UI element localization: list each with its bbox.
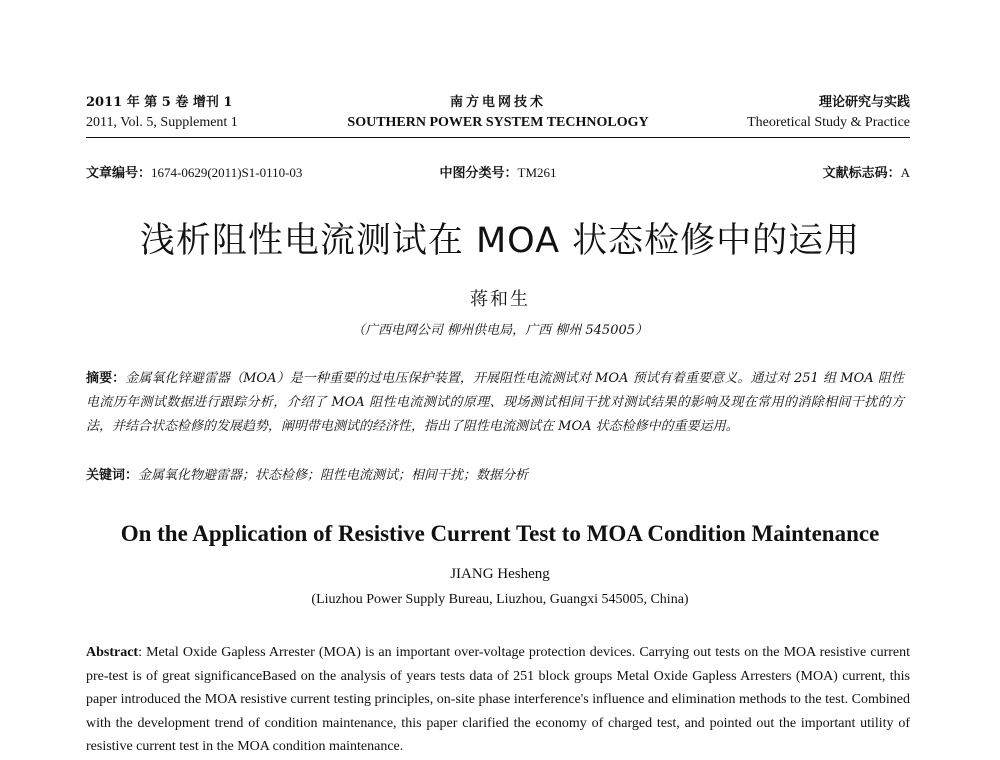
document-code: [823, 162, 910, 181]
journal-name-en: SOUTHERN POWER SYSTEM TECHNOLOGY: [347, 115, 649, 130]
clc-number: [86, 162, 910, 181]
keywords-cn: [86, 464, 904, 483]
abstract-en-label: Abstract: [86, 645, 139, 660]
clc-label: 中图分类号：: [439, 166, 518, 181]
document-code-label: 文献标志码：: [822, 166, 901, 181]
abstract-cn-text: 金属氧化锌避雷器（MOA）是一种重要的过电压保护装置，开展阻性电流测试对 MOA 预试有着重要意义。通过对 251 组 MOA 阻性电流历年测试数据进行跟踪分析，介绍了 MOA 阻性电流测试的原理、现场测试相间干扰对测试结果的影响及现在常用的消除相间干扰的方法，并结合状态检修的发展趋势，阐明带电测试的经济性，指出了阻性电流测试在 MOA 状态检修中的重要运用。: [86, 371, 904, 434]
article-number-label: 文章编号：: [86, 166, 152, 181]
journal-header-en: [86, 115, 910, 131]
affiliation-en: (Liuzhou Power Supply Bureau, Liuzhou, Guangxi 545005, China): [311, 592, 689, 607]
abstract-cn-label: 摘要：: [86, 371, 126, 386]
abstract-en-text: : Metal Oxide Gapless Arrester (MOA) is an important over-voltage protection devices. Carrying out tests on the MOA resistive current pre-test is of great significanceBased on the analysis of years tests data of 251 block groups Metal Oxide Gapless Arresters (MOA) current, this paper introduced the MOA resistive current testing principles, on-site phase interference's influence and elimination methods to the test. Combined with the development trend of condition maintenance, this paper clarified the economy of charged test, and pointed out the important utility of resistive current test in the MOA condition maintenance.: [86, 645, 910, 754]
issue-en: 2011, Vol. 5, Supplement 1: [86, 115, 238, 130]
abstract-cn: [86, 367, 904, 439]
keywords-cn-text: 金属氧化物避雷器；状态检修；阻性电流测试；相间干扰；数据分析: [138, 468, 529, 483]
author-cn: 蒋和生: [470, 289, 530, 310]
author-en: JIANG Hesheng: [450, 566, 550, 582]
keywords-cn-label: 关键词：: [86, 468, 139, 483]
paper-title-cn: 浅析阻性电流测试在 MOA 状态检修中的运用: [139, 221, 861, 261]
issue-cn: 2011 年 第 5 卷 增刊 1: [86, 95, 233, 110]
journal-name-cn: 南方电网技术: [449, 95, 546, 110]
article-number-value: 1674-0629(2011)S1-0110-03: [151, 165, 303, 180]
journal-header-cn: [86, 91, 910, 110]
section-cn: 理论研究与实践: [818, 95, 910, 110]
paper-title-en: On the Application of Resistive Current Test to MOA Condition Maintenance: [120, 521, 880, 546]
abstract-en: [86, 641, 910, 759]
clc-value: TM261: [517, 165, 557, 180]
section-en: Theoretical Study & Practice: [747, 115, 910, 130]
header-rule: [86, 137, 910, 138]
document-code-value: A: [900, 165, 910, 180]
affiliation-cn: （广西电网公司 柳州供电局，广西 柳州 545005）: [351, 323, 649, 338]
